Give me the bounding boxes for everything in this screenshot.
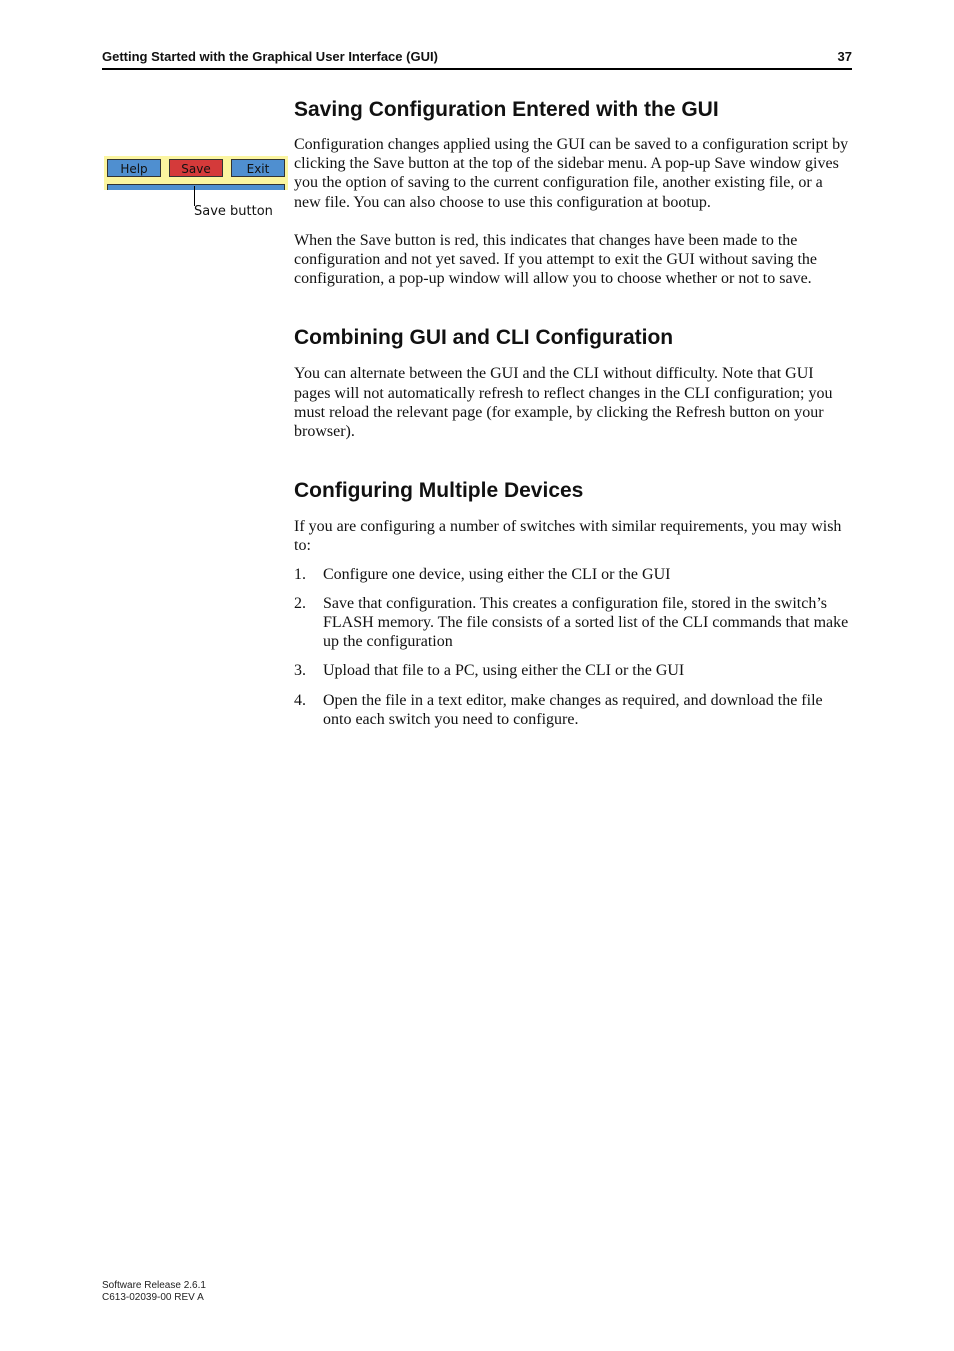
section-heading: Saving Configuration Entered with the GUI bbox=[294, 98, 719, 121]
save-button: Save bbox=[169, 159, 223, 177]
list-text: Open the file in a text editor, make changes as required, and download the file onto each switch you need to configure. bbox=[323, 691, 823, 728]
section-saving bbox=[294, 96, 852, 288]
list-number: 4. bbox=[294, 691, 306, 709]
section-multiple bbox=[294, 477, 852, 729]
section-combining bbox=[294, 324, 852, 441]
list-item bbox=[294, 594, 852, 652]
paragraph: When the Save button is red, this indicates that changes have been made to the configuration and not yet saved. If you attempt to exit the GUI without saving the configuration, a pop-up window will allow you to choose whether or not to save. bbox=[294, 231, 817, 288]
page-number: 37 bbox=[837, 49, 852, 64]
callout-label: Save button bbox=[194, 204, 273, 219]
list-item bbox=[294, 565, 852, 584]
list-text: Upload that file to a PC, using either the CLI or the GUI bbox=[323, 662, 685, 680]
exit-button: Exit bbox=[231, 159, 285, 177]
paragraph: If you are configuring a number of switches with similar requirements, you may wish to: bbox=[294, 518, 842, 555]
list-item bbox=[294, 661, 852, 680]
paragraph: You can alternate between the GUI and the CLI without difficulty. Note that GUI pages will not automatically refresh to reflect changes in the CLI configuration; you must reload the relevant page (for example, by clicking the Refresh button on your browser). bbox=[294, 365, 833, 441]
help-button: Help bbox=[107, 159, 161, 177]
gui-toolbar-figure bbox=[104, 156, 288, 190]
page-footer bbox=[102, 1280, 206, 1304]
section-heading: Configuring Multiple Devices bbox=[294, 479, 584, 503]
main-content bbox=[294, 96, 852, 739]
list-number: 2. bbox=[294, 594, 306, 612]
footer-docid: C613-02039-00 REV A bbox=[102, 1292, 204, 1303]
callout-line bbox=[194, 186, 195, 206]
steps-list bbox=[294, 565, 852, 729]
sidebar-menu-strip bbox=[107, 184, 285, 190]
list-item bbox=[294, 691, 852, 729]
page-header bbox=[102, 48, 852, 70]
section-heading: Combining GUI and CLI Configuration bbox=[294, 326, 674, 350]
list-text: Configure one device, using either the CLI or the GUI bbox=[323, 565, 671, 583]
list-number: 1. bbox=[294, 565, 306, 583]
list-number: 3. bbox=[294, 662, 306, 680]
header-title: Getting Started with the Graphical User Interface (GUI) bbox=[102, 49, 438, 64]
footer-release: Software Release 2.6.1 bbox=[102, 1280, 206, 1291]
paragraph: Configuration changes applied using the GUI can be saved to a configuration script by clicking the Save button at the top of the sidebar menu. A pop-up Save window gives you the option of saving to the current configuration file, another existing file, or a new file. You can also choose to use this configuration at bootup. bbox=[294, 136, 849, 211]
list-text: Save that configuration. This creates a configuration file, stored in the switch’s FLASH memory. The file consists of a sorted list of the CLI commands that make up the configuration bbox=[323, 594, 849, 651]
